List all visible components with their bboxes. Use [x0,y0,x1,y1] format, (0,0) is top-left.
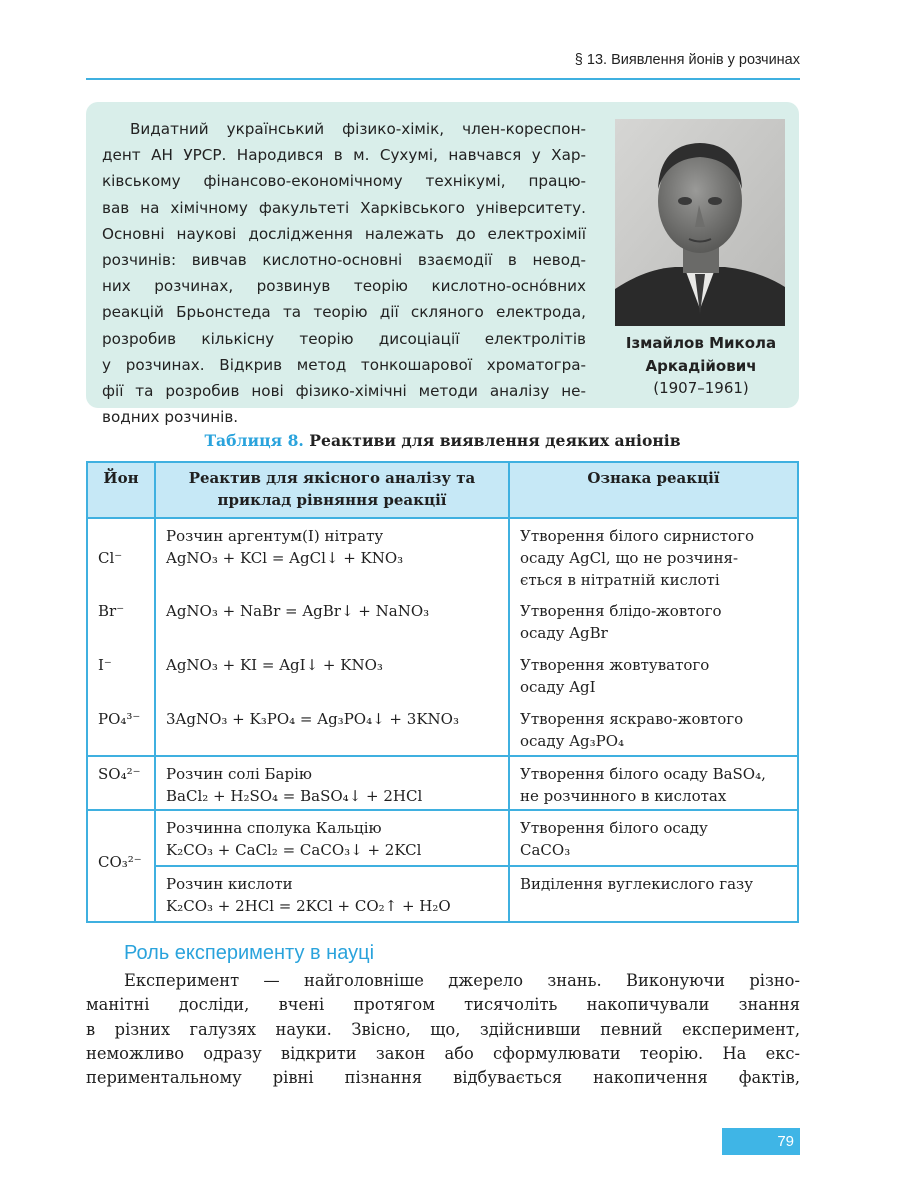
reaction-equation: AgNO₃ + KI = AgI↓ + KNO₃ [155,648,509,702]
bio-line: реакцій Брьонстеда та теорію дії скляного електрода, [102,303,586,322]
bio-line: водних розчинів. [102,408,239,427]
sign-cell [509,594,798,648]
bio-line: вав на хімічному факультеті Харківського університету. [102,198,586,217]
paragraph-line: манітні досліди, вчені протягом тисячоліть накопичували знання [86,995,800,1015]
table-caption-label: Таблиця 8. [204,431,304,450]
sign-line: осаду AgCl, що не розчиня- [520,549,739,567]
sign-cell [509,756,798,810]
ion-cell: Cl⁻ [87,518,155,594]
reaction-equation: BaCl₂ + H₂SO₄ = BaSO₄↓ + 2HCl [166,787,423,805]
paragraph-line: в різних галузях науки. Звісно, що, здійснивши певний експеримент, [86,1019,800,1039]
reagent-cell [155,518,509,594]
ion-cell: SO₄²⁻ [87,756,155,810]
sign-cell [509,648,798,702]
sign-cell: Виділення вуглекислого газу [509,866,798,922]
sign-line: осаду Ag₃PO₄ [520,732,625,750]
bio-line: них розчинах, розвинув теорію кислотно-осно́вних [102,277,586,296]
page-number-text: 79 [777,1133,794,1150]
running-header [86,50,800,80]
paragraph-line: неможливо одразу відкрити закон або сформулювати теорію. На екс- [86,1043,800,1063]
column-header: Ознака реакції [509,462,798,518]
reagents-table [86,461,799,923]
sign-line: Утворення білого сирнистого [520,527,754,545]
sign-line: осаду AgBr [520,624,608,642]
ion-cell: CO₃²⁻ [87,810,155,922]
bio-line: ківському фінансово-економічному технікумі, працю- [102,172,586,191]
sign-line: не розчинного в кислотах [520,787,727,805]
bio-line: Основні наукові дослідження належать до електрохімії [102,224,586,243]
sign-line: Утворення білого осаду BaSO₄, [520,765,766,783]
portrait-name-line: Аркадійович [645,357,757,375]
reaction-equation: K₂CO₃ + 2HCl = 2KCl + CO₂↑ + H₂O [166,897,451,915]
table-row [87,756,798,810]
table-row [87,810,798,866]
paragraph-line: периментальному рівні пізнання відбувається накопичення фактів, [86,1068,800,1088]
table-caption [86,431,799,450]
reagent-name: Розчин солі Барію [166,765,312,783]
table-header-row [87,462,798,518]
reaction-equation: AgNO₃ + KCl = AgCl↓ + KNO₃ [166,549,404,567]
ion-cell: I⁻ [87,648,155,702]
table-row [87,518,798,594]
running-title: § 13. Виявлення йонів у розчинах [574,52,800,68]
reagent-name: Розчинна сполука Кальцію [166,819,382,837]
bio-line: дент АН УРСР. Народився в м. Сухумі, навчався у Хар- [102,146,586,165]
reaction-equation: 3AgNO₃ + K₃PO₄ = Ag₃PO₄↓ + 3KNO₃ [155,702,509,756]
bio-line: Видатний український фізико-хімік, член-кореспон- [130,120,586,138]
sign-line: Утворення жовтуватого [520,656,710,674]
reagent-cell [155,866,509,922]
bio-line: розчинів: вивчав кислотно-основні взаємодії в невод- [102,251,586,270]
table-row [87,702,798,756]
column-header: Йон [87,462,155,518]
ion-cell: Br⁻ [87,594,155,648]
ion-cell: PO₄³⁻ [87,702,155,756]
reaction-equation: K₂CO₃ + CaCl₂ = CaCO₃↓ + 2KCl [166,841,422,859]
portrait-photo [615,119,785,326]
portrait-name [591,332,811,378]
table-caption-text: Реактиви для виявлення деяких аніонів [309,431,681,450]
page-number [722,1128,800,1155]
reagent-name: Розчин кислоти [166,875,293,893]
biography-box [86,102,799,427]
sign-cell [509,518,798,594]
sign-cell [509,810,798,866]
bio-line: у розчинах. Відкрив метод тонкошарової хроматогра- [102,355,586,374]
section-title: Роль експерименту в науці [124,942,375,964]
sign-line: Утворення блідо-жовтого [520,602,722,620]
reagent-name: Розчин аргентум(I) нітрату [166,527,384,545]
reagent-cell [155,756,509,810]
bio-line: фії та розробив нові фізико-хімічні методи аналізу не- [102,382,586,401]
sign-line: Утворення яскраво-жовтого [520,710,744,728]
sign-line: осаду AgI [520,678,596,696]
paragraph-line: Експеримент — найголовніше джерело знань. Виконуючи різно- [124,971,800,990]
sign-line: CaCO₃ [520,841,571,859]
table-row [87,866,798,922]
table-row [87,594,798,648]
sign-line: Утворення білого осаду [520,819,708,837]
reagent-cell [155,810,509,866]
body-paragraph [86,969,800,1090]
portrait-years: (1907–1961) [653,379,749,397]
sign-line: ється в нітратній кислоті [520,571,720,589]
table-row [87,648,798,702]
portrait-name-line: Ізмайлов Микола [625,334,777,352]
reaction-equation: AgNO₃ + NaBr = AgBr↓ + NaNO₃ [155,594,509,648]
column-header: Реактив для якісного аналізу та приклад рівняння реакції [155,462,509,518]
biography-text [102,116,586,430]
sign-cell [509,702,798,756]
bio-line: розробив кількісну теорію дисоціації електролітів [102,329,586,348]
